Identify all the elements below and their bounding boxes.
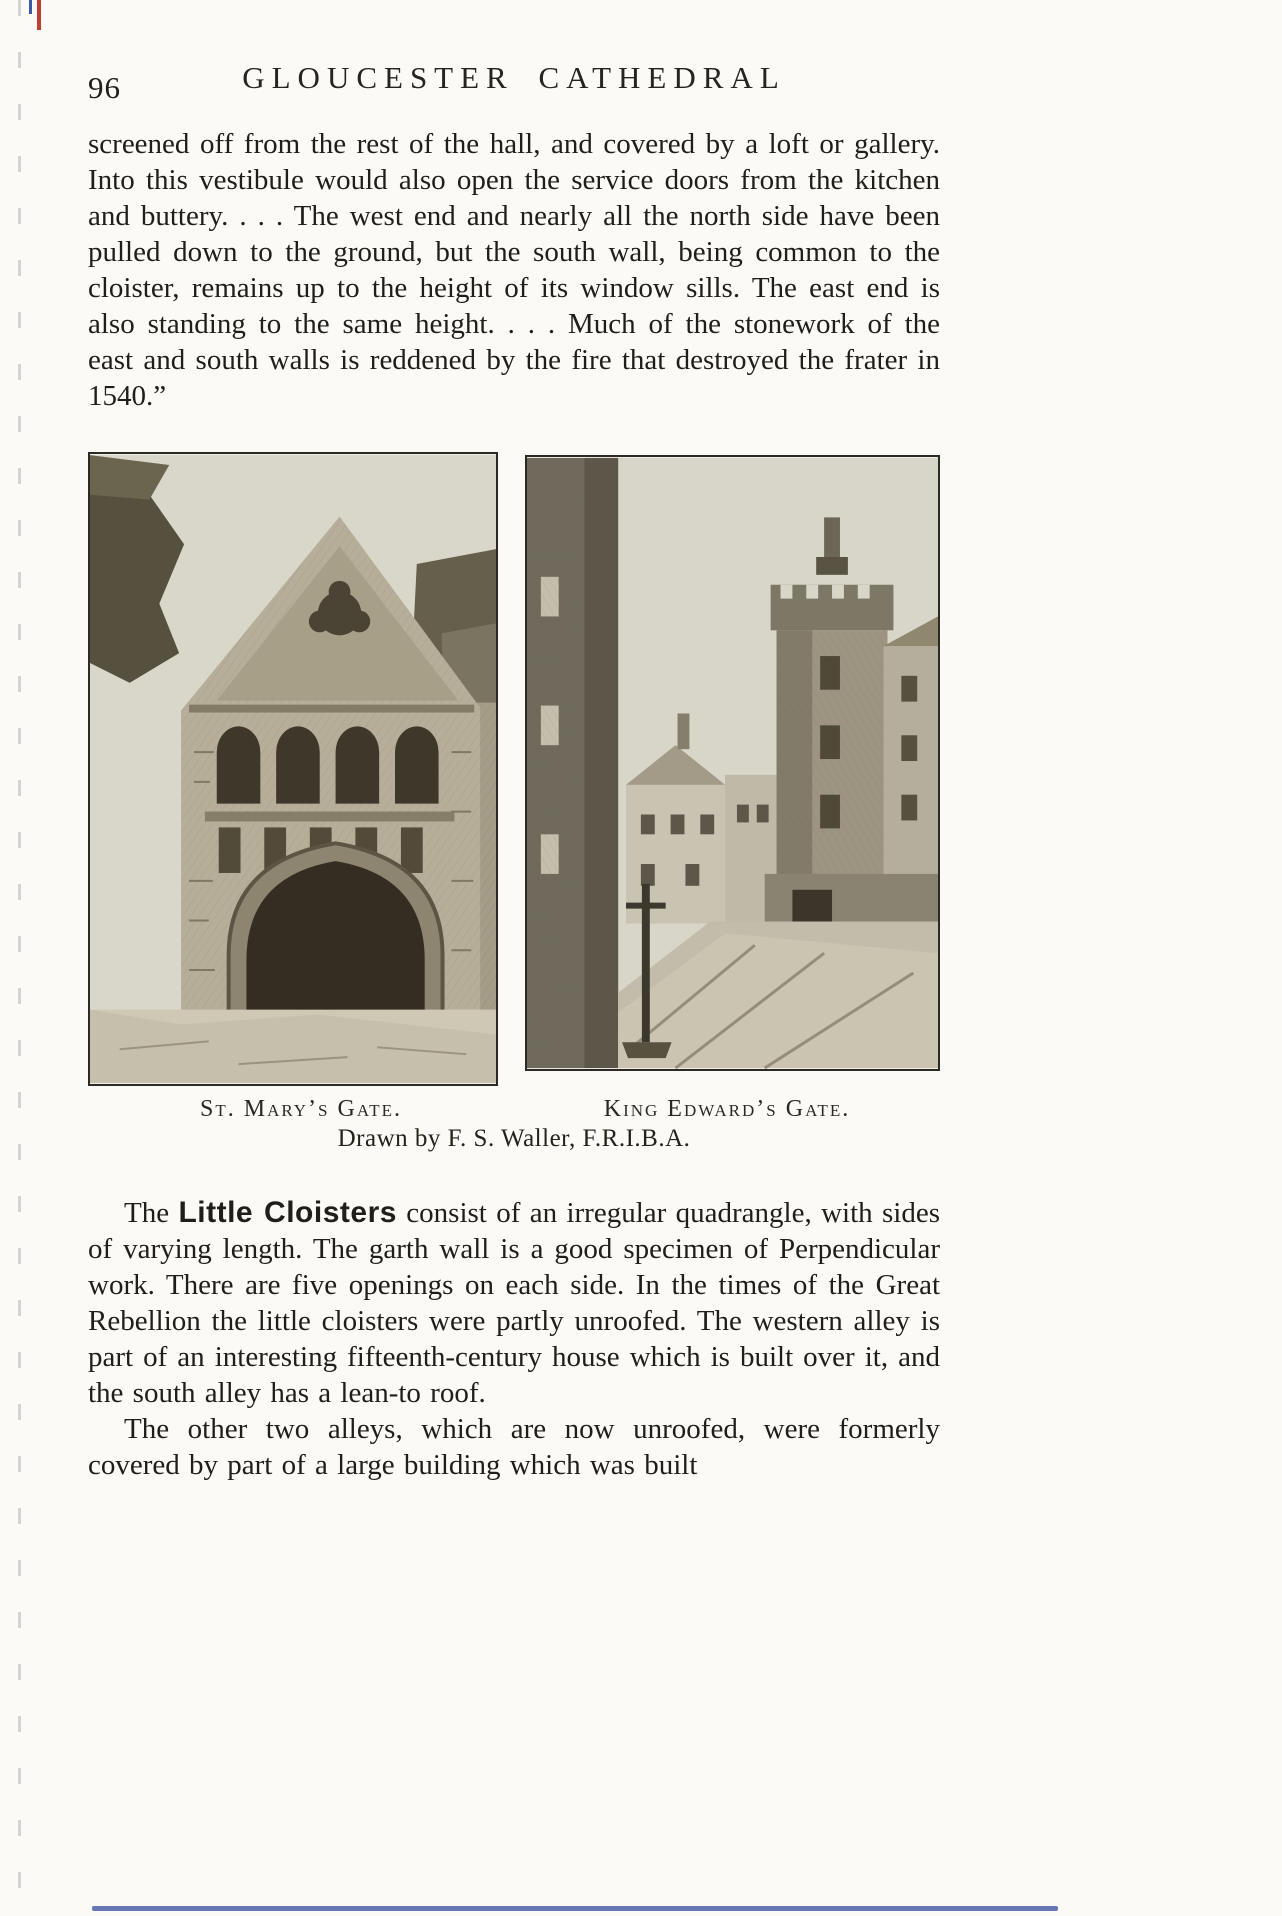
- scan-artifact-bottom-line: [92, 1906, 1058, 1911]
- caption-cell-left: [88, 1096, 514, 1123]
- paragraph-little-cloisters: [88, 1195, 940, 1411]
- figure-st-marys-gate: [88, 452, 498, 1086]
- scan-artifact-red-tick: [37, 0, 41, 30]
- running-title: GLOUCESTER CATHEDRAL: [242, 60, 786, 95]
- little-cloisters-term: Little Cloisters: [178, 1196, 397, 1229]
- scan-artifact-blue-tick: [29, 0, 32, 14]
- captions-row: [88, 1096, 940, 1123]
- figure-credit: Drawn by F. S. Waller, F.R.I.B.A.: [337, 1125, 691, 1152]
- running-header: [88, 60, 940, 106]
- king-edwards-gate-engraving: [527, 457, 938, 1069]
- text-column: [88, 126, 940, 1483]
- page-number: 96: [88, 70, 121, 105]
- st-marys-gate-engraving: [90, 454, 496, 1084]
- figures-row: [88, 452, 940, 1086]
- little-cloisters-rest: consist of an irregular quadrangle, with sides of varying length. The garth wall is a good specimen of Perpendicular work. There are five openings on each side. In the times of the Great Rebellion the little cloisters were partly unroofed. The western alley is part of an interesting fifteenth-century house which is built over it, and the south alley has a lean-to roof.: [88, 1197, 940, 1409]
- little-cloisters-lead: The: [124, 1197, 179, 1229]
- paragraph-quote-continuation: screened off from the rest of the hall, and covered by a loft or gallery. Into this vestibule would also open the service doors from the kitchen and buttery. . . . The west end and nearly all the north side have been pulled down to the ground, but the south wall, being common to the cloister, remains up to the height of its window sills. The east end is also standing to the same height. . . . Much of the stonework of the east and south walls is reddened by the fire that destroyed the frater in 1540.”: [88, 128, 940, 412]
- paragraph-other-alleys: The other two alleys, which are now unroofed, were formerly covered by part of a large building which was built: [88, 1413, 940, 1481]
- figure-king-edwards-gate: [525, 455, 940, 1071]
- binding-marks-artifact: [18, 0, 21, 1916]
- caption-king-edwards-gate: King Edward’s Gate.: [603, 1096, 851, 1122]
- caption-st-marys-gate: St. Mary’s Gate.: [200, 1096, 402, 1122]
- caption-cell-right: [514, 1096, 940, 1123]
